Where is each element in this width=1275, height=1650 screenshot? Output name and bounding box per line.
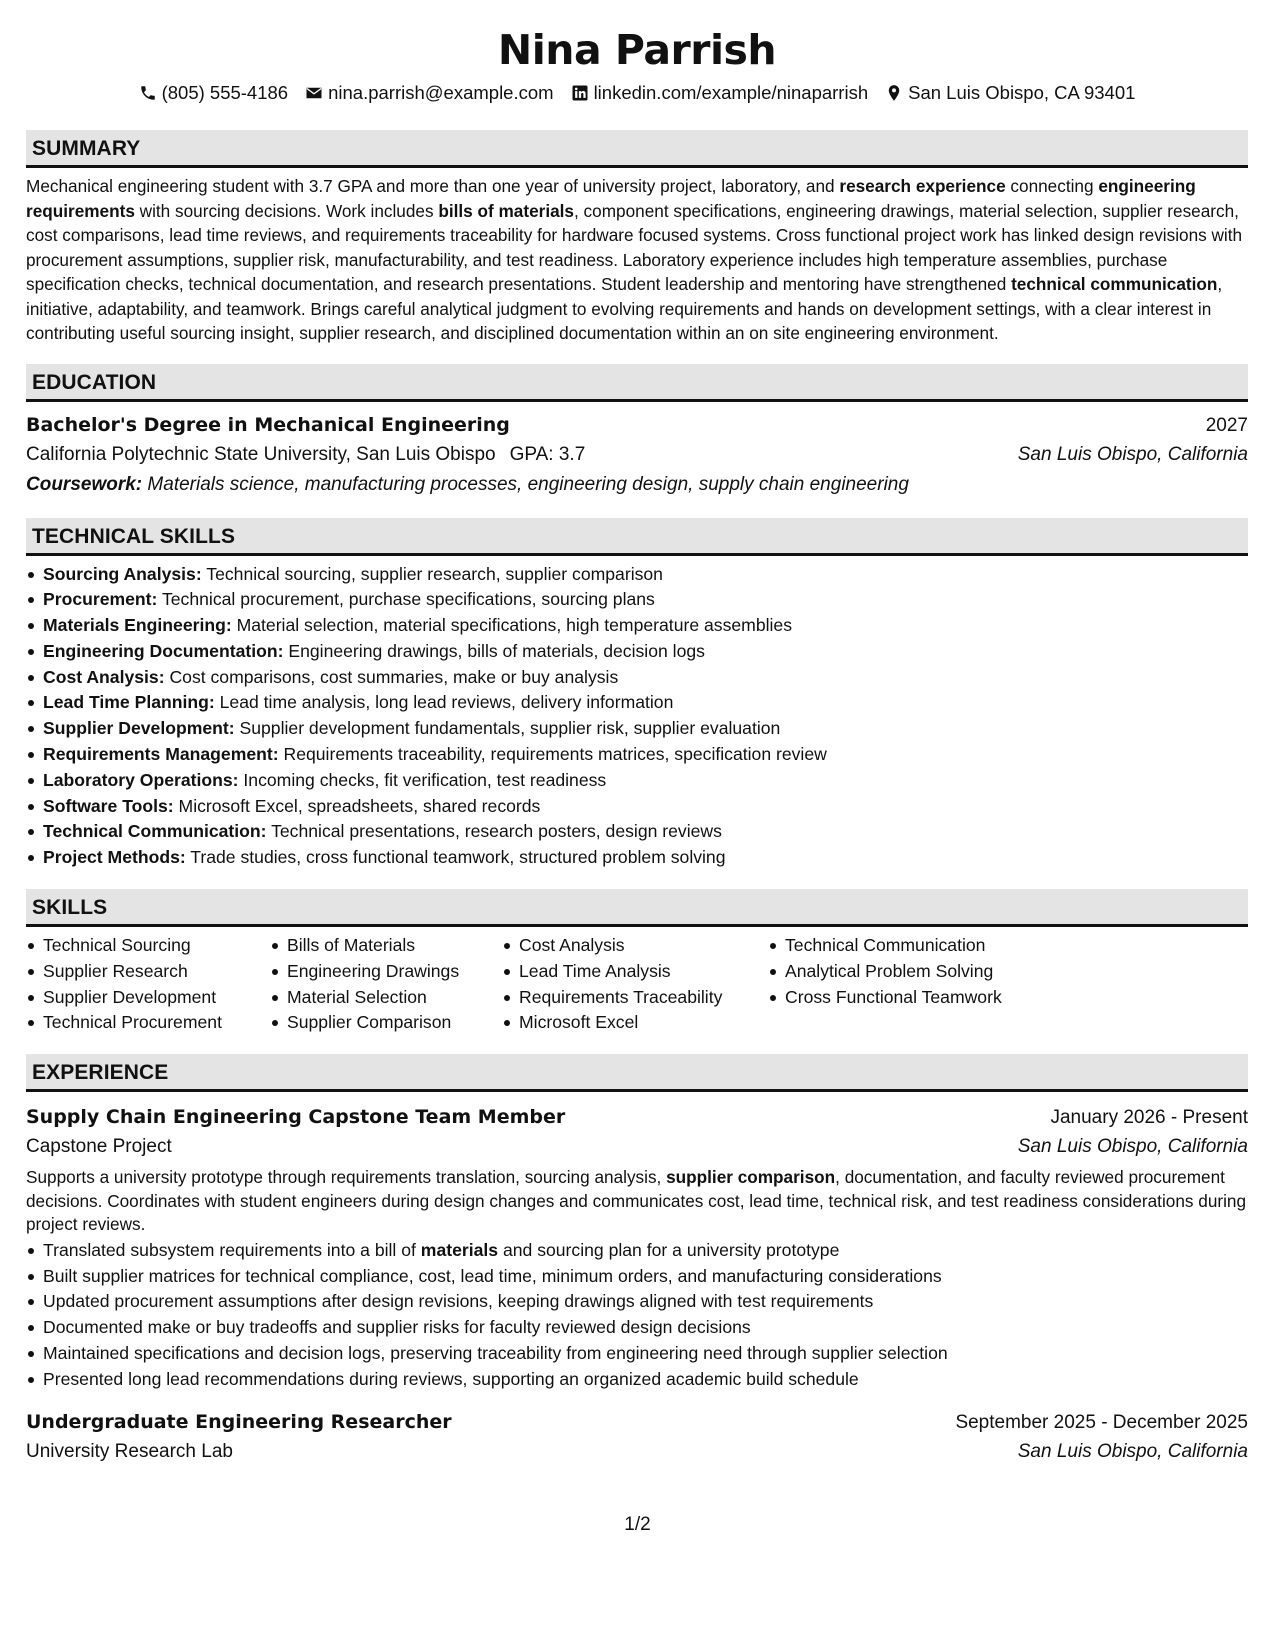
skill-item: Technical Communication [768,933,1028,959]
technical-skills-section [26,518,1248,872]
page-number: 1/2 [624,1514,651,1535]
skill-category-label: Software Tools: [43,795,174,816]
linkedin-text[interactable]: linkedin.com/example/ninaparrish [593,82,869,103]
text-segment: Presented long lead recommendations during reviews, supporting an organized academic build schedule [43,1368,859,1389]
school-line [26,440,585,470]
text-segment: Built supplier matrices for technical compliance, cost, lead time, minimum orders, and manufacturing considerations [43,1265,942,1286]
skill-category-text: Engineering drawings, bills of materials, decision logs [283,640,705,661]
contact-email[interactable] [305,82,553,104]
skill-category-text: Incoming checks, fit verification, test readiness [238,769,607,790]
job-org: Capstone Project [26,1136,172,1158]
job-description [26,1166,1248,1237]
skill-category-label: Laboratory Operations: [43,769,239,790]
technical-skill-item [26,587,1248,613]
contact-location [885,82,1135,104]
text-segment: Mechanical engineering student with 3.7 GPA and more than one year of university project, laboratory, and [26,176,840,196]
job-bullets [26,1238,1248,1393]
skills-column [26,933,252,1036]
text-segment: , initiative, adaptability, and teamwork. Brings careful analytical judgment to evolving requirements and hands on development settings, with a clear interest in contributing useful sourcing insight, supplier research, and disciplined documentation within an on site engineering environment. [26,274,1223,343]
experience-section [26,1054,1248,1466]
text-segment: Updated procurement assumptions after design revisions, keeping drawings aligned with test requirements [43,1291,874,1312]
skills-grid [26,933,1248,1036]
text-segment: Translated subsystem requirements into a bill of [43,1239,421,1260]
job-org: University Research Lab [26,1440,233,1462]
education-section [26,364,1248,500]
skill-item: Requirements Traceability [502,985,750,1011]
contact-phone [139,82,289,104]
text-segment: with sourcing decisions. Work includes [134,200,439,221]
job-title: Supply Chain Engineering Capstone Team Member [26,1106,566,1129]
job-dates: September 2025 - December 2025 [955,1411,1248,1433]
skill-item: Material Selection [270,985,484,1011]
job-entry [26,1407,1248,1467]
skill-item: Technical Sourcing [26,933,252,959]
technical-skill-item [26,716,1248,742]
technical-skill-item [26,794,1248,820]
location-text: San Luis Obispo, CA 93401 [908,82,1136,103]
skill-item: Supplier Research [26,959,252,985]
skill-item: Analytical Problem Solving [768,959,1028,985]
skill-category-label: Lead Time Planning: [43,692,215,713]
technical-skill-item [26,690,1248,716]
skill-category-label: Sourcing Analysis: [43,563,202,584]
resume-content [26,18,1248,1467]
emphasis-text: technical communication [1011,274,1218,294]
job-dates: January 2026 - Present [1050,1107,1248,1129]
technical-skills-heading: TECHNICAL SKILLS [26,518,1248,556]
skill-item: Supplier Development [26,985,252,1011]
technical-skill-item [26,562,1248,588]
skill-item: Microsoft Excel [502,1010,750,1036]
text-segment: , documentation, and faculty reviewed procurement decisions. Coordinates with student engineers during design changes and communicates cost, lead time, technical risk, and test readiness considerations during project reviews. [26,1167,1247,1235]
job-title: Undergraduate Engineering Researcher [26,1410,452,1433]
technical-skill-item [26,768,1248,794]
skills-section [26,889,1248,1036]
phone-icon [139,84,157,102]
map-pin-icon [885,84,903,102]
emphasis-text: supplier comparison [666,1167,836,1188]
job-bullet [26,1238,1248,1264]
job-bullet [26,1264,1248,1290]
skills-column [270,933,484,1036]
skill-category-label: Engineering Documentation: [43,640,284,661]
technical-skill-item [26,639,1248,665]
skill-category-text: Supplier development fundamentals, supplier risk, supplier evaluation [234,718,781,739]
text-segment: connecting [1005,176,1099,196]
skill-category-label: Supplier Development: [43,718,235,739]
technical-skill-item [26,665,1248,691]
technical-skill-item [26,742,1248,768]
skill-item: Lead Time Analysis [502,959,750,985]
summary-text [26,174,1248,346]
graduation-year: 2027 [1205,414,1248,436]
gpa: GPA: 3.7 [509,443,586,465]
skill-category-label: Requirements Management: [43,744,279,765]
coursework-line [26,470,1248,500]
text-segment: Documented make or buy tradeoffs and supplier risks for faculty reviewed design decisions [43,1317,751,1338]
technical-skills-list [26,562,1248,872]
skills-column [768,933,1028,1036]
text-segment: and sourcing plan for a university prototype [498,1239,840,1260]
job-entry [26,1102,1248,1392]
skill-item: Bills of Materials [270,933,484,959]
envelope-icon [305,84,323,102]
skill-item: Cost Analysis [502,933,750,959]
skill-category-text: Trade studies, cross functional teamwork, structured problem solving [185,847,726,868]
skill-category-text: Requirements traceability, requirements matrices, specification review [278,744,827,765]
coursework-label: Coursework: [26,473,143,495]
coursework-text: Materials science, manufacturing processes, engineering design, supply chain engineering [147,473,909,495]
skill-category-label: Procurement: [43,589,158,610]
degree-title: Bachelor's Degree in Mechanical Engineering [26,413,510,436]
education-entry [26,410,1248,500]
skill-category-text: Lead time analysis, long lead reviews, delivery information [214,692,674,713]
job-bullet [26,1315,1248,1341]
phone-text: (805) 555-4186 [161,82,289,103]
text-segment: , component specifications, engineering drawings, material selection, supplier research, cost comparisons, lead time reviews, and requirements traceability for hardware focused systems. Cross functional project work has linked design revisions with procurement assumptions, supplier risk, manufacturability, and test readiness. Laboratory experience includes high temperature assemblies, purchase specification checks, technical documentation, and research presentations. Student leadership and mentoring have strengthened [26,200,1243,294]
skills-column [502,933,750,1036]
emphasis-text: materials [420,1239,499,1260]
contact-bar [26,80,1248,106]
education-heading: EDUCATION [26,364,1248,402]
school-location: San Luis Obispo, California [1017,443,1248,465]
job-bullet [26,1341,1248,1367]
linkedin-icon [571,84,589,102]
technical-skill-item [26,613,1248,639]
experience-heading: EXPERIENCE [26,1054,1248,1092]
skill-category-label: Materials Engineering: [43,615,232,636]
skill-item: Cross Functional Teamwork [768,985,1028,1011]
job-location: San Luis Obispo, California [1017,1440,1248,1462]
emphasis-text: bills of materials [438,200,574,221]
skill-category-text: Technical presentations, research posters, design reviews [266,821,722,842]
skill-category-text: Cost comparisons, cost summaries, make or buy analysis [164,666,619,687]
skill-item: Supplier Comparison [270,1010,484,1036]
emphasis-text: research experience [839,176,1006,196]
skill-category-label: Cost Analysis: [43,666,165,687]
skill-category-label: Project Methods: [43,847,186,868]
text-segment: Maintained specifications and decision logs, preserving traceability from engineering need through supplier selection [43,1342,948,1363]
skill-category-text: Material selection, material specifications, high temperature assemblies [231,615,793,636]
text-segment: Supports a university prototype through requirements translation, sourcing analysis, [26,1167,667,1188]
job-bullet [26,1367,1248,1393]
skill-category-text: Technical procurement, purchase specifications, sourcing plans [157,589,655,610]
emphasis-text: engineering requirements [26,176,1196,221]
summary-heading: SUMMARY [26,130,1248,168]
job-location: San Luis Obispo, California [1017,1136,1248,1158]
summary-section [26,130,1248,346]
skill-category-label: Technical Communication: [43,821,267,842]
skill-category-text: Technical sourcing, supplier research, supplier comparison [201,563,663,584]
contact-linkedin[interactable] [571,82,869,104]
skills-heading: SKILLS [26,889,1248,927]
technical-skill-item [26,845,1248,871]
technical-skill-item [26,819,1248,845]
skill-category-text: Microsoft Excel, spreadsheets, shared records [173,795,541,816]
job-bullet [26,1289,1248,1315]
email-text[interactable]: nina.parrish@example.com [328,82,554,103]
skill-item: Technical Procurement [26,1010,252,1036]
school-name: California Polytechnic State University, San Luis Obispo [26,443,496,465]
candidate-name: Nina Parrish [497,26,777,74]
skill-item: Engineering Drawings [270,959,484,985]
